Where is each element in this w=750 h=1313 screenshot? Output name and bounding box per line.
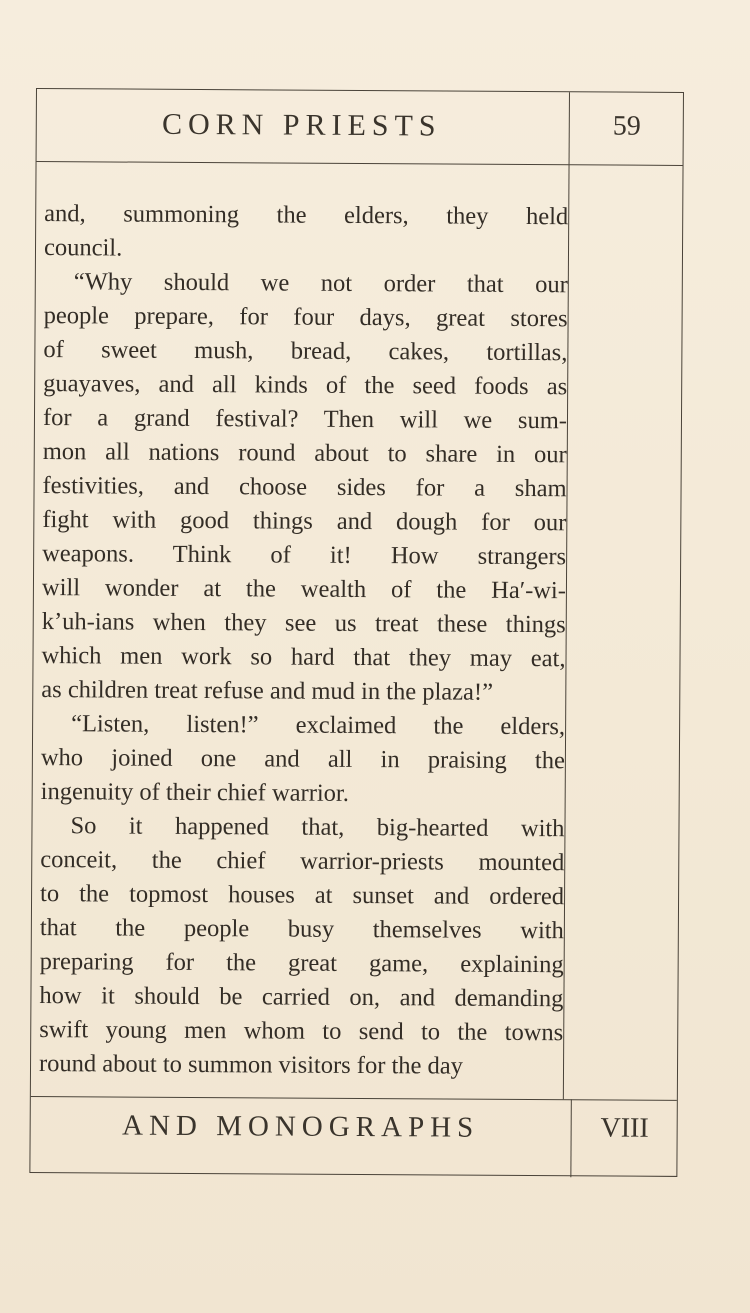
text-line: “Listen, listen!” exclaimed the elders, (71, 710, 566, 741)
text-line: mon all nations round about to share in our (42, 438, 567, 469)
text-line: preparing for the great game, explaining (39, 948, 564, 979)
text-line: for a grand festival? Then will we sum- (42, 404, 568, 435)
text-line: ingenuity of their chief warrior. (40, 778, 349, 807)
text-line: that the people busy themselves with (39, 914, 564, 945)
running-head-title: CORN PRIESTS (161, 107, 442, 143)
text-line: weapons. Think of it! How strangers (42, 540, 567, 571)
running-foot-title: AND MONOGRAPHS (122, 1109, 480, 1144)
text-line: people prepare, for four days, great stores (43, 302, 568, 333)
text-line: guayaves, and all kinds of the seed foods as (43, 370, 568, 401)
header-divider (37, 161, 683, 166)
text-line: swift young men whom to send to the towns (39, 1016, 564, 1047)
text-line: to the topmost houses at sunset and ordered (39, 880, 565, 911)
text-line: festivities, and choose sides for a sham (42, 472, 567, 503)
volume-number: VIII (600, 1112, 649, 1144)
text-line: “Why should we not order that our (73, 268, 568, 299)
text-line: which men work so hard that they may eat, (41, 642, 566, 673)
text-line: fight with good things and dough for our (42, 506, 567, 537)
page-number: 59 (612, 110, 641, 142)
body-text (39, 197, 568, 1084)
text-line: how it should be carried on, and demanding (39, 982, 564, 1013)
text-line: as children treat refuse and mud in the plaza!” (41, 676, 494, 706)
footer-divider (31, 1096, 677, 1101)
text-line: and, summoning the elders, they held (44, 200, 569, 231)
text-line: will wonder at the wealth of the Ha′-wi- (41, 574, 567, 605)
text-line: conceit, the chief warrior-priests mounted (40, 846, 565, 877)
text-line: of sweet mush, bread, cakes, tortillas, (43, 336, 568, 367)
text-line: round about to summon visitors for the day (38, 1050, 464, 1080)
page-frame (29, 88, 684, 1177)
text-line: So it happened that, big-hearted with (70, 812, 565, 843)
text-line: who joined one and all in praising the (40, 744, 565, 775)
text-line: council. (43, 234, 123, 262)
text-line: k’uh-ians when they see us treat these things (41, 608, 566, 639)
